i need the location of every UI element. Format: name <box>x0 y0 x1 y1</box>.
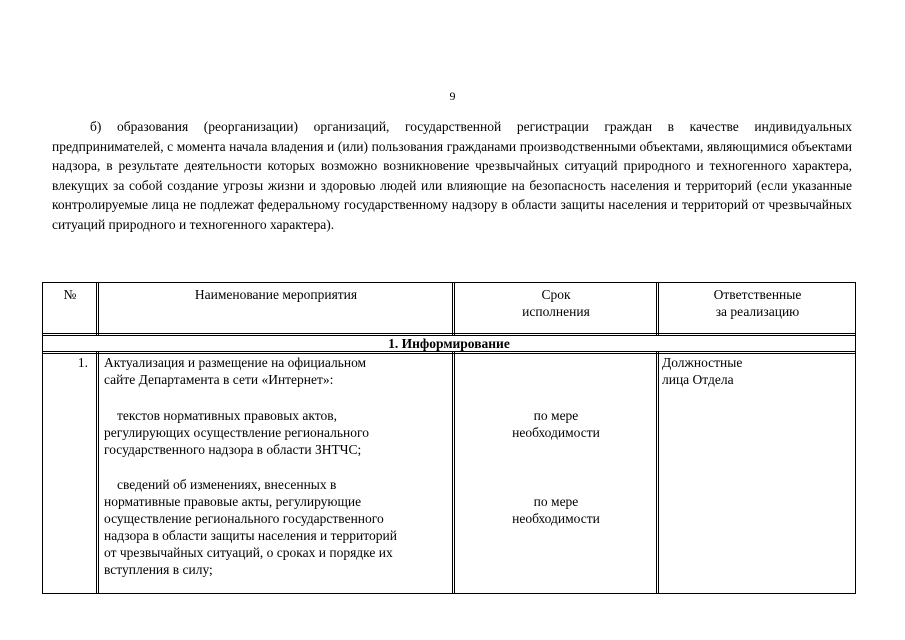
table-col-divider <box>658 282 659 594</box>
section-title: 1. Информирование <box>388 336 510 351</box>
table-border-left <box>42 282 43 594</box>
activities-table <box>42 282 856 594</box>
table-col-divider <box>656 282 657 594</box>
row-name: Актуализация и размещение на официальном сайте Департамента в сети «Интернет»: <box>104 355 367 387</box>
header-number: № <box>63 287 77 302</box>
table-border-top <box>42 282 856 283</box>
intro-paragraph: б) образования (реорганизации) организаций, государственной регистрации граждан в качестве индивидуальных предпринимателей, с момента начала владения и (или) пользования гражданами производственными объектами, являющимися объектами надзора, в результате деятельности которых возможно возникновение чрезвычайных ситуаций природного и техногенного характера, влекущих за собой создание угрозы жизни и здоровью людей или влияющие на безопасность населения и территорий (если указанные контролируемые лица не подлежат федеральному государственному надзору в области защиты населения и территорий от чрезвычайных ситуаций природного и техногенного характера). <box>52 119 852 232</box>
header-responsible: Ответственные за реализацию <box>713 287 802 319</box>
row-item-changes-deadline: по мере необходимости <box>512 494 600 526</box>
page-number: 9 <box>449 89 456 103</box>
table-border-right <box>855 282 856 594</box>
row-item-texts: текстов нормативных правовых актов, регулирующих осуществление регионального государственного надзора в области ЗНТЧС; <box>104 408 369 457</box>
header-deadline: Срок исполнения <box>522 287 590 319</box>
row-item-changes: сведений об изменениях, внесенных в нормативные правовые акты, регулирующие осуществление регионального государственного надзора в области защиты населения и территорий от чрезвычайных ситуаций, о сроках и порядке их вступления в силу; <box>104 477 397 577</box>
table-col-divider <box>96 282 97 594</box>
row-number: 1. <box>77 355 88 370</box>
table-col-divider <box>454 282 455 594</box>
table-col-divider <box>98 282 99 594</box>
header-divider <box>42 333 856 334</box>
row-item-texts-deadline: по мере необходимости <box>512 408 600 440</box>
table-col-divider <box>452 282 453 594</box>
row-responsible: Должностные лица Отдела <box>662 355 743 387</box>
header-name: Наименование мероприятия <box>194 287 358 302</box>
table-border-bottom <box>42 593 856 594</box>
